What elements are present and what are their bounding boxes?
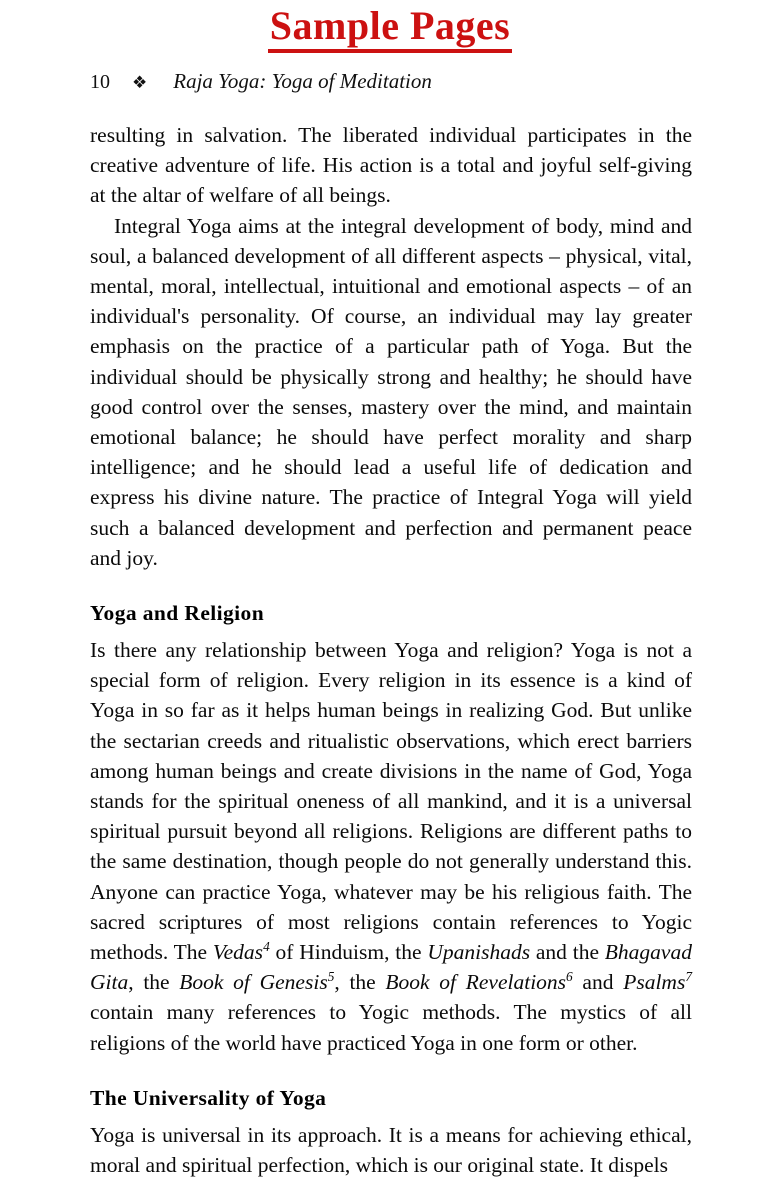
book-title-book-of-revelations: Book of Revelations (385, 970, 567, 995)
text-run: and the (530, 940, 605, 965)
text-run: , the (334, 970, 386, 995)
paragraph-integral-yoga: Integral Yoga aims at the integral development of body, mind and soul, a balanced development of all different aspects – physical, vital, mental, moral, intellectual, intuitional and emotional aspects – of an individual's personality. Of course, an individual may lay greater emphasis on the practice of a particular path of Yoga. But the individual should be physically strong and healthy; he should have good control over the senses, mastery over the mind, and maintain emotional balance; he should have perfect morality and sharp intelligence; and he should lead a useful life of dedication and express his divine nature. The practice of Integral Yoga will yield such a balanced development and perfection and permanent peace and joy. (90, 213, 692, 570)
running-head-book-title: Raja Yoga: Yoga of Meditation (173, 69, 432, 93)
text-run: and (572, 970, 624, 995)
page-number: 10 (90, 71, 110, 93)
page-title: Sample Pages (268, 4, 512, 53)
paragraph-continuation: resulting in salvation. The liberated individual participates in the creative adventure of life. His action is a total and joyful self-giving at the altar of welfare of all beings. (90, 123, 692, 208)
footnote-marker-4: 4 (263, 938, 270, 954)
section-heading-universality-of-yoga: The Universality of Yoga (90, 1085, 327, 1110)
section-heading-yoga-and-religion: Yoga and Religion (90, 601, 265, 626)
text-run: , the (128, 970, 180, 995)
text-run: of Hinduism, the (269, 940, 428, 965)
book-title-vedas: Vedas (212, 940, 264, 965)
text-run: contain many references to Yogic methods. The mystics of all religions of the world have practiced Yoga in one form or other. (90, 1000, 692, 1055)
paragraph-universality-of-yoga: Yoga is universal in its approach. It is a means for achieving ethical, moral and spiritual perfection, which is our original state. It dispels (90, 1122, 692, 1178)
footnote-marker-7: 7 (685, 969, 692, 985)
running-head (0, 68, 780, 96)
floret-diamond-icon: ❖ (132, 73, 148, 92)
text-run: Is there any relationship between Yoga and religion? Yoga is not a special form of religion. Every religion in its essence is a kind of Yoga in so far as it helps human beings in realizing God. But unlike the sectarian creeds and ritualistic observations, which erect barriers among human beings and create divisions in the name of God, Yoga stands for the spiritual oneness of all mankind, and it is a universal spiritual pursuit beyond all religions. Religions are different paths to the same destination, though people do not generally understand this. Anyone can practice Yoga, whatever may be his religious faith. The sacred scriptures of most religions contain references to Yogic methods. The (90, 638, 692, 965)
book-title-book-of-genesis: Book of Genesis (179, 970, 328, 995)
paragraph-yoga-and-religion (90, 635, 692, 1058)
footnote-marker-6: 6 (566, 969, 573, 985)
body-content (0, 120, 780, 1180)
banner (0, 0, 780, 52)
book-title-psalms: Psalms (623, 970, 686, 995)
footnote-marker-5: 5 (327, 969, 335, 985)
book-title-bhagavad-gita: Bhagavad Gita (90, 940, 692, 995)
book-title-upanishads: Upanishads (427, 940, 531, 965)
